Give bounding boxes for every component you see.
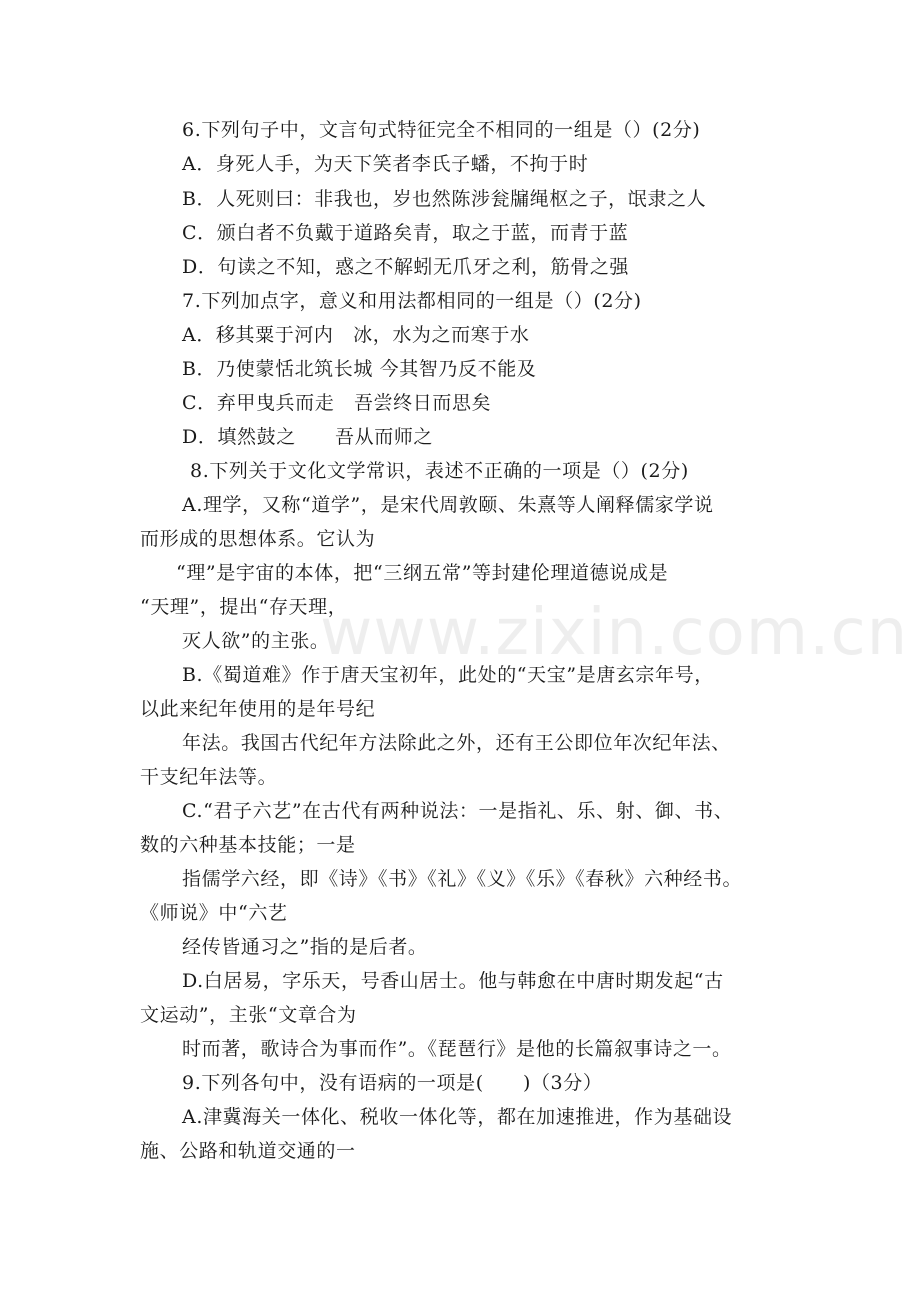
question-8-stem: 8.下列关于文化文学常识，表述不正确的一项是（）(2分)	[190, 460, 689, 482]
question-8-option-c-line-3: 指儒学六经，即《诗》《书》《礼》《义》《乐》《春秋》六种经书。	[182, 868, 743, 890]
question-7-option-a: A．移其粟于河内 冰，水为之而寒于水	[182, 324, 530, 346]
question-6-option-a: A．身死人手，为天下笑者李氏子蟠，不拘于时	[182, 153, 589, 175]
question-8-option-b-line-2: 以此来纪年使用的是年号纪	[140, 698, 376, 720]
question-6-option-b: B．人死则曰：非我也，岁也然陈涉瓮牖绳枢之子，氓隶之人	[182, 188, 707, 210]
question-9-option-a-line-1: A.津冀海关一体化、税收一体化等，都在加速推进，作为基础设	[182, 1106, 733, 1128]
question-7-option-b: B．乃使蒙恬北筑长城 今其智乃反不能及	[182, 358, 537, 380]
question-6-option-c: C．颁白者不负戴于道路矣青，取之于蓝，而青于蓝	[182, 222, 629, 244]
question-8-option-d-line-1: D.白居易，字乐天，号香山居士。他与韩愈在中唐时期发起“古	[182, 970, 724, 992]
question-8-option-a-line-1: A.理学，又称“道学”，是宋代周敦颐、朱熹等人阐释儒家学说	[182, 494, 714, 516]
question-8-option-b-line-3: 年法。我国古代纪年方法除此之外，还有王公即位年次纪年法、	[182, 732, 731, 754]
question-8-option-a-line-5: 灭人欲”的主张。	[182, 630, 330, 652]
question-8-option-b-line-4: 干支纪年法等。	[140, 766, 278, 788]
question-8-option-b-line-1: B.《蜀道难》作于唐天宝初年，此处的“天宝”是唐玄宗年号，	[182, 664, 714, 686]
question-7-option-c: C．弃甲曳兵而走 吾尝终日而思矣	[182, 392, 492, 414]
question-8-option-a-line-2: 而形成的思想体系。它认为	[140, 528, 376, 550]
question-8-option-c-line-1: C.“君子六艺”在古代有两种说法：一是指礼、乐、射、御、书、	[182, 800, 734, 822]
question-9-option-a-line-2: 施、公路和轨道交通的一	[140, 1140, 356, 1162]
question-7-option-d: D．填然鼓之 吾从而师之	[182, 426, 434, 448]
question-9-stem: 9.下列各句中，没有语病的一项是( )（3分）	[182, 1072, 603, 1094]
question-8-option-c-line-5: 经传皆通习之”指的是后者。	[182, 936, 428, 958]
question-6-option-d: D．句读之不知，惑之不解蚓无爪牙之利，筋骨之强	[182, 256, 630, 278]
question-7-stem: 7.下列加点字，意义和用法都相同的一组是（）(2分)	[182, 290, 642, 312]
watermark: www.zixin.com.cn	[320, 596, 909, 670]
question-8-option-a-line-4: “天理”，提出“存天理，	[140, 596, 348, 618]
question-8-option-d-line-3: 时而著，歌诗合为事而作”。《琵琶行》是他的长篇叙事诗之一。	[182, 1038, 732, 1060]
question-8-option-d-line-2: 文运动”，主张“文章合为	[140, 1004, 357, 1026]
question-8-option-c-line-2: 数的六种基本技能；一是	[140, 834, 356, 856]
question-8-option-a-line-3: “理”是宇宙的本体，把“三纲五常”等封建伦理道德说成是	[176, 562, 669, 584]
question-8-option-c-line-4: 《师说》中“六艺	[140, 902, 288, 924]
question-6-stem: 6.下列句子中，文言句式特征完全不相同的一组是（）(2分)	[182, 119, 701, 141]
